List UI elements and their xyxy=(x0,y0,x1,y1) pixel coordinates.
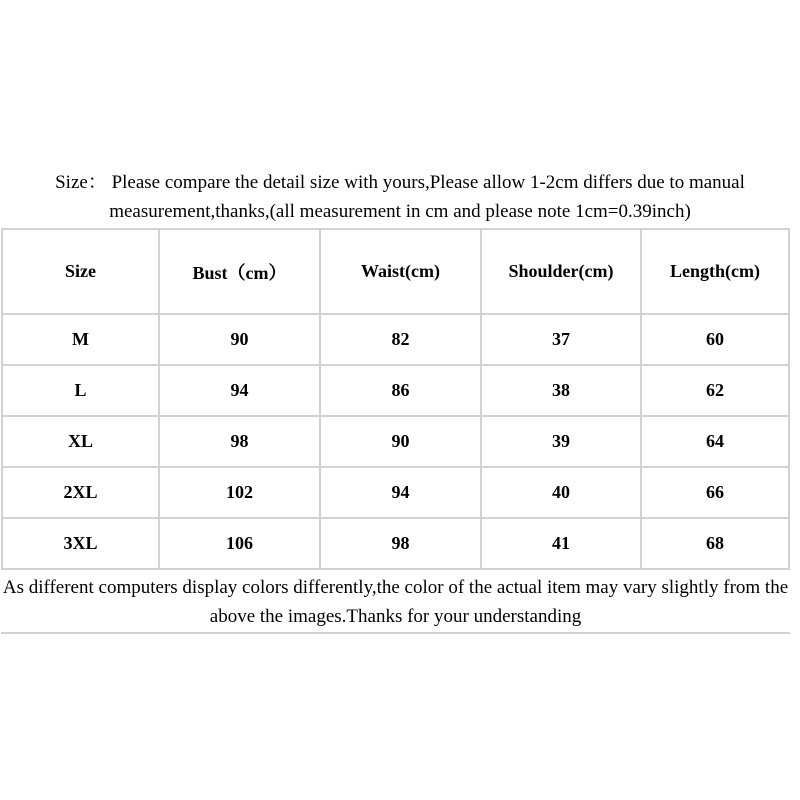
waist-value-cell: 82 xyxy=(320,314,481,365)
table-row-2xl xyxy=(2,467,789,518)
shoulder-value-cell: 39 xyxy=(481,416,641,467)
length-value-cell: 66 xyxy=(641,467,789,518)
bust-value-cell: 102 xyxy=(159,467,320,518)
waist-value-cell: 94 xyxy=(320,467,481,518)
size-label-cell: M xyxy=(2,314,159,365)
color-disclaimer-line2: above the images.Thanks for your understanding xyxy=(209,606,582,627)
size-chart-table xyxy=(1,228,790,570)
shoulder-value-cell: 40 xyxy=(481,467,641,518)
table-row-xl xyxy=(2,416,789,467)
shoulder-value-cell: 38 xyxy=(481,365,641,416)
table-row-l xyxy=(2,365,789,416)
header-cell-waist: Waist(cm) xyxy=(320,229,481,314)
size-note xyxy=(0,168,800,226)
bust-value-cell: 94 xyxy=(159,365,320,416)
size-note-line1: Size： Please compare the detail size with yours,Please allow 1-2cm differs due to manual xyxy=(55,172,745,193)
bust-value-cell: 106 xyxy=(159,518,320,569)
bust-value-cell: 90 xyxy=(159,314,320,365)
size-label-cell: 2XL xyxy=(2,467,159,518)
header-cell-shoulder: Shoulder(cm) xyxy=(481,229,641,314)
size-label-cell: XL xyxy=(2,416,159,467)
length-value-cell: 64 xyxy=(641,416,789,467)
header-cell-size: Size xyxy=(2,229,159,314)
size-label-cell: L xyxy=(2,365,159,416)
shoulder-value-cell: 41 xyxy=(481,518,641,569)
color-disclaimer-line1: As different computers display colors differently,the color of the actual item may vary slightly from the xyxy=(2,577,789,598)
header-cell-bust: Bust（cm） xyxy=(159,229,320,314)
shoulder-value-cell: 37 xyxy=(481,314,641,365)
table-row-m xyxy=(2,314,789,365)
bust-value-cell: 98 xyxy=(159,416,320,467)
length-value-cell: 62 xyxy=(641,365,789,416)
waist-value-cell: 90 xyxy=(320,416,481,467)
table-row-3xl xyxy=(2,518,789,569)
size-chart xyxy=(1,228,790,634)
length-value-cell: 68 xyxy=(641,518,789,569)
size-label-cell: 3XL xyxy=(2,518,159,569)
length-value-cell: 60 xyxy=(641,314,789,365)
header-cell-length: Length(cm) xyxy=(641,229,789,314)
size-note-line2: measurement,thanks,(all measurement in cm and please note 1cm=0.39inch) xyxy=(109,201,691,222)
header-row xyxy=(2,229,789,314)
color-disclaimer xyxy=(1,570,790,634)
waist-value-cell: 86 xyxy=(320,365,481,416)
waist-value-cell: 98 xyxy=(320,518,481,569)
